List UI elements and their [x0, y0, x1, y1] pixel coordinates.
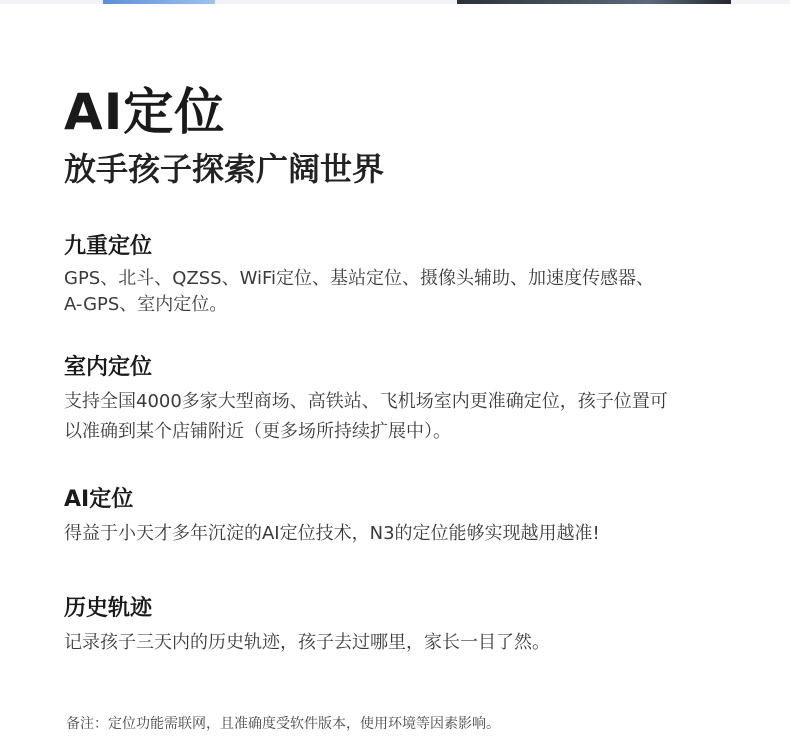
feature-title: 室内定位 — [64, 355, 153, 380]
feature-title: 九重定位 — [64, 234, 153, 259]
feature-title: AI定位 — [64, 487, 134, 512]
feature-description — [64, 521, 726, 547]
feature-nine-positioning — [64, 232, 726, 318]
hero-title: AI定位 — [64, 83, 226, 141]
feature-description — [64, 266, 726, 318]
feature-title: 历史轨迹 — [64, 596, 153, 621]
feature-ai-positioning — [64, 485, 726, 547]
feature-indoor-positioning — [64, 353, 726, 447]
feature-description-line: GPS、北斗、QZSS、WiFi定位、基站定位、摄像头辅助、加速度传感器、 — [64, 268, 655, 289]
feature-description-line: 以准确到某个店铺附近（更多场所持续扩展中）。 — [64, 421, 451, 442]
feature-description-line: A-GPS、室内定位。 — [64, 294, 228, 315]
feature-history-track — [64, 594, 726, 656]
feature-description-line: 支持全国4000多家大型商场、高铁站、飞机场室内更准确定位，孩子位置可 — [64, 391, 668, 412]
footnote-disclaimer: 备注：定位功能需联网，且准确度受软件版本，使用环境等因素影响。 — [66, 716, 500, 732]
hero-subtitle: 放手孩子探索广阔世界 — [64, 150, 385, 188]
feature-description — [64, 387, 726, 447]
feature-description — [64, 630, 726, 656]
feature-description-line: 得益于小天才多年沉淀的AI定位技术，N3的定位能够实现越用越准! — [64, 523, 600, 544]
banner-image-edge-right — [457, 0, 731, 4]
top-banner-edge — [0, 0, 790, 4]
banner-image-edge-left — [103, 0, 215, 4]
feature-description-line: 记录孩子三天内的历史轨迹，孩子去过哪里，家长一目了然。 — [64, 632, 550, 653]
